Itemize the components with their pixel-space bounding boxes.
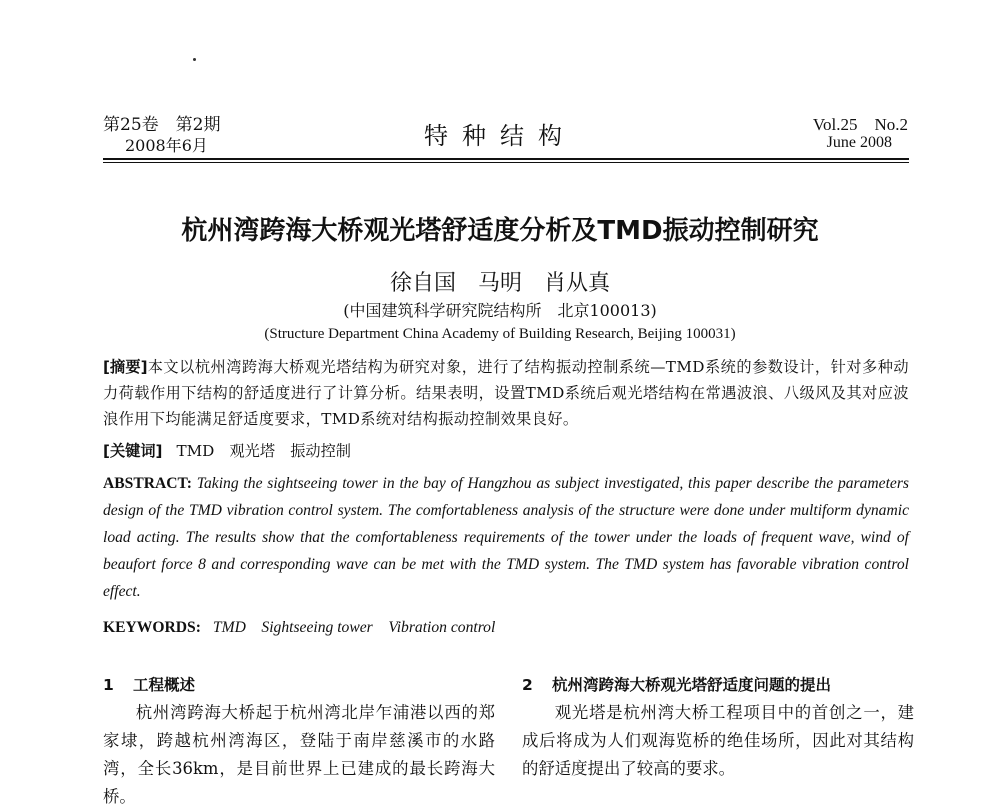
keywords-en	[103, 614, 909, 641]
volume-issue: 第25卷 第2期	[103, 115, 221, 135]
page-speck	[193, 58, 196, 61]
section-1-number: 1	[103, 676, 114, 694]
abstract-en-text: Taking the sightseeing tower in the bay of Hangzhou as subject investigated, this paper describe the parameters design of the TMD vibration control system. The comfortableness analysis of the structure were done under multiform dynamic load acting. The results show that the comfortableness requirements of the tower under the loads of frequent wave, wind of beaufort force 8 and corresponding wave can be met with the TMD system. The TMD system has favorable vibration control effect.	[103, 475, 909, 600]
header-rule-thin	[103, 162, 909, 163]
abstract-cn-label: [摘要]	[103, 358, 148, 376]
journal-name: 特种结构	[424, 122, 576, 150]
keywords-cn	[103, 438, 909, 464]
section-2-body: 观光塔是杭州湾大桥工程项目中的首创之一，建成后将成为人们观海览桥的绝佳场所，因此对其结构的舒适度提出了较高的要求。	[522, 703, 914, 778]
affiliation-en: (Structure Department China Academy of Building Research, Beijing 100031)	[264, 326, 736, 342]
abstract-cn	[103, 354, 909, 432]
section-1-heading	[103, 671, 495, 699]
section-2-number: 2	[522, 676, 533, 694]
keywords-en-label: KEYWORDS:	[103, 619, 201, 636]
abstract-en	[103, 470, 909, 605]
section-1	[103, 671, 495, 811]
paper-title: 杭州湾跨海大桥观光塔舒适度分析及TMD振动控制研究	[181, 216, 819, 246]
keywords-cn-items: TMD 观光塔 振动控制	[176, 442, 351, 460]
abstract-cn-text: 本文以杭州湾跨海大桥观光塔结构为研究对象，进行了结构振动控制系统—TMD系统的参数设计，针对多种动力荷载作用下结构的舒适度进行了计算分析。结果表明，设置TMD系统后观光塔结构在常遇波浪、八级风及其对应波浪作用下均能满足舒适度要求，TMD系统对结构振动控制效果良好。	[103, 358, 909, 428]
section-2	[522, 671, 914, 783]
section-1-body: 杭州湾跨海大桥起于杭州湾北岸乍浦港以西的郑家埭，跨越杭州湾海区，登陆于南岸慈溪市的水路湾，全长36km，是目前世界上已建成的最长跨海大桥。	[103, 703, 495, 806]
affiliation-cn: (中国建筑科学研究院结构所 北京100013)	[343, 301, 657, 320]
header-rule	[103, 158, 909, 160]
section-1-title: 工程概述	[133, 676, 196, 694]
abstract-en-label: ABSTRACT:	[103, 475, 192, 492]
paper-authors: 徐自国 马明 肖从真	[389, 271, 610, 296]
section-2-title: 杭州湾跨海大桥观光塔舒适度问题的提出	[552, 676, 832, 694]
issue-date-en: June 2008	[826, 134, 892, 151]
section-2-heading	[522, 671, 914, 699]
issue-date-cn: 2008年6月	[125, 136, 208, 155]
vol-no-en: Vol.25 No.2	[812, 115, 908, 134]
keywords-cn-label: [关键词]	[103, 442, 163, 460]
keywords-en-items: TMD Sightseeing tower Vibration control	[212, 619, 496, 636]
